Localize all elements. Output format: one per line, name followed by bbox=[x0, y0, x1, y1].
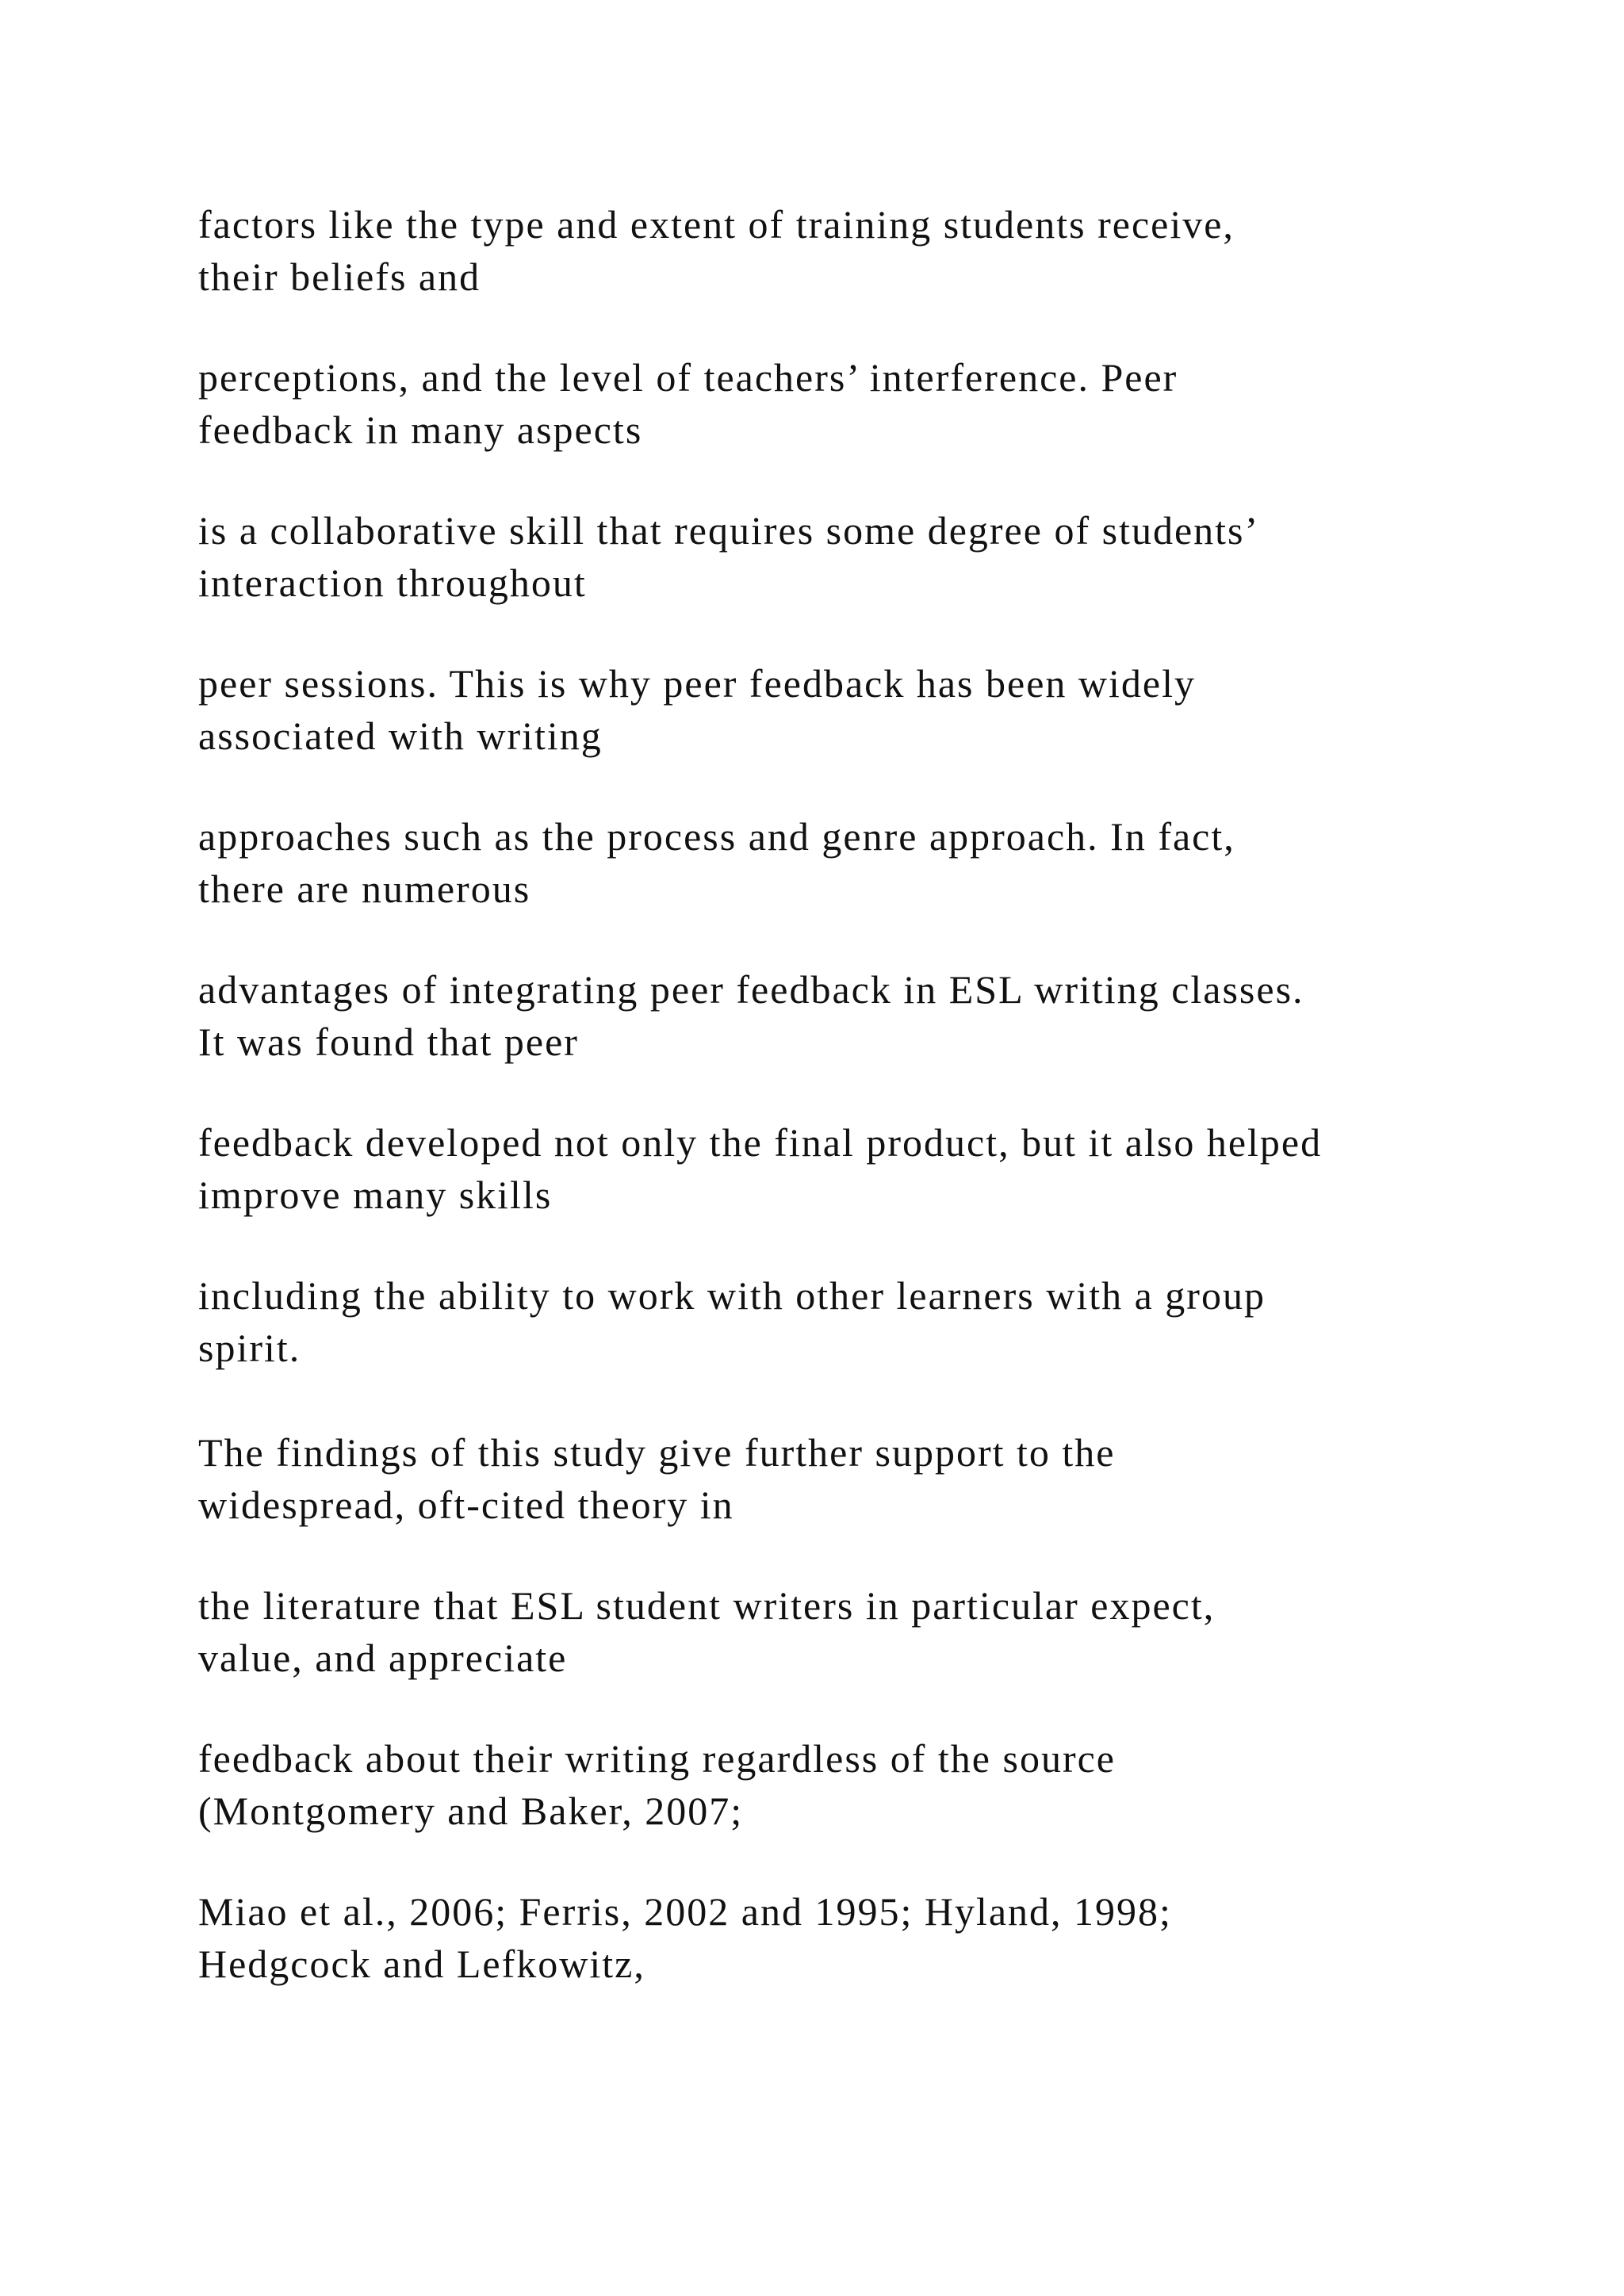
paragraph bbox=[198, 1426, 1546, 1531]
text-line: (Montgomery and Baker, 2007; bbox=[198, 1789, 744, 1833]
text-line: widespread, oft-cited theory in bbox=[198, 1483, 734, 1527]
text-line: there are numerous bbox=[198, 867, 531, 911]
text-line: improve many skills bbox=[198, 1173, 553, 1217]
paragraph bbox=[198, 1269, 1546, 1374]
paragraph bbox=[198, 504, 1546, 609]
text-line: associated with writing bbox=[198, 714, 603, 758]
text-line: value, and appreciate bbox=[198, 1636, 568, 1680]
text-line: feedback about their writing regardless of the source bbox=[198, 1736, 1116, 1781]
paragraph bbox=[198, 1116, 1546, 1221]
text-line: feedback developed not only the final product, but it also helped bbox=[198, 1120, 1323, 1165]
text-line: is a collaborative skill that requires some degree of students’ bbox=[198, 508, 1260, 553]
text-line: spirit. bbox=[198, 1326, 301, 1370]
paragraph bbox=[198, 351, 1546, 456]
paragraph bbox=[198, 810, 1546, 915]
text-line: It was found that peer bbox=[198, 1020, 579, 1064]
text-line: The findings of this study give further support to the bbox=[198, 1430, 1116, 1475]
text-line: feedback in many aspects bbox=[198, 408, 643, 452]
text-line: perceptions, and the level of teachers’ interference. Peer bbox=[198, 355, 1178, 400]
text-line: factors like the type and extent of training students receive, bbox=[198, 202, 1235, 247]
paragraph bbox=[198, 657, 1546, 762]
text-line: peer sessions. This is why peer feedback has been widely bbox=[198, 661, 1196, 706]
text-line: including the ability to work with other learners with a group bbox=[198, 1273, 1266, 1318]
text-line: approaches such as the process and genre approach. In fact, bbox=[198, 814, 1235, 859]
text-line: advantages of integrating peer feedback in ESL writing classes. bbox=[198, 967, 1304, 1012]
text-line: the literature that ESL student writers in particular expect, bbox=[198, 1583, 1216, 1628]
text-line: Miao et al., 2006; Ferris, 2002 and 1995; Hyland, 1998; bbox=[198, 1889, 1172, 1934]
paragraph bbox=[198, 198, 1546, 303]
text-line: their beliefs and bbox=[198, 254, 481, 299]
paragraph bbox=[198, 1732, 1546, 1837]
paragraph bbox=[198, 963, 1546, 1068]
text-line: Hedgcock and Lefkowitz, bbox=[198, 1942, 645, 1986]
text-line: interaction throughout bbox=[198, 561, 587, 605]
paragraph bbox=[198, 1579, 1546, 1684]
document-body bbox=[198, 198, 1546, 2038]
paragraph bbox=[198, 1885, 1546, 1990]
